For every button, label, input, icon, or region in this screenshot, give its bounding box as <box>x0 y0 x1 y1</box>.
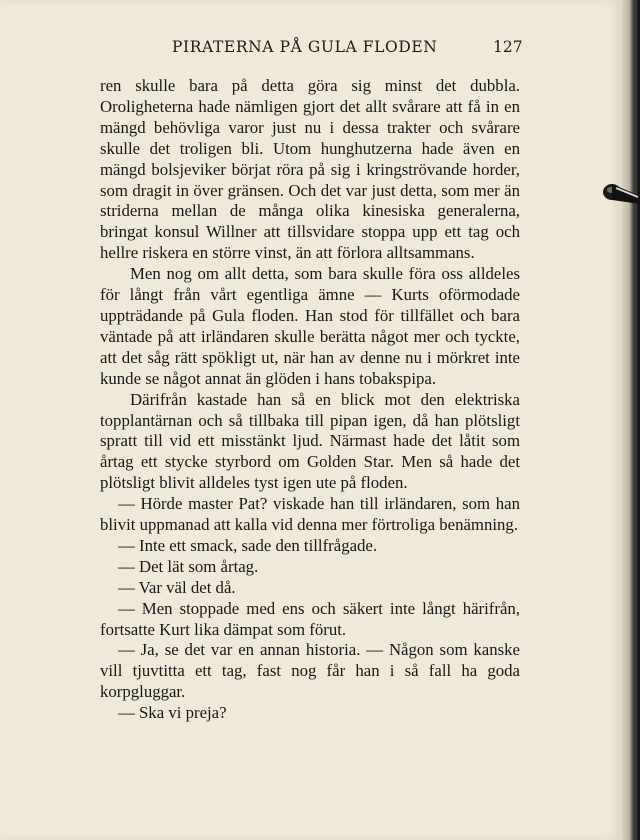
page-header <box>0 38 622 60</box>
paragraph: Men nog om allt detta, som bara skulle föra oss alldeles för långt från vårt egentliga ämne — Kurts oförmodade uppträdande på Gula floden. Han stod för tillfället och bara väntade på att irländaren skulle berätta något mer och tyckte, att det såg rätt spökligt ut, när han av denne nu i mörkret inte kunde se något annat än glöden i hans tobakspipa. <box>100 264 520 388</box>
paragraph: ren skulle bara på detta göra sig minst det dubbla. Oroligheterna hade nämligen gjort det allt svårare att få in en mängd behövliga varor just nu i dessa trakter och svårare skulle det troligen bli. Utom hunghutzerna hade även en mängd bolsjeviker börjat röra på sig i kringströvande horder, som dragit in över gränsen. Och det var just detta, som mer än striderna mellan de många olika kinesiska generalerna, bringat konsul Willner att tillsvidare stoppa upp ett tag och hellre riskera en större vinst, än att förlora alltsammans. <box>100 76 520 263</box>
pen-clip-icon <box>598 178 640 218</box>
dialogue-line: — Men stoppade med ens och säkert inte långt härifrån, fortsatte Kurt lika dämpat som förut. <box>100 598 520 639</box>
body-text <box>100 76 520 724</box>
dialogue-line: — Inte ett smack, sade den tillfrågade. <box>118 535 378 555</box>
dialogue-line: — Var väl det då. <box>118 577 236 597</box>
dialogue-line: — Ska vi preja? <box>118 703 227 723</box>
dialogue-line: — Ja, se det var en annan historia. — Någon som kanske vill tjuvtitta ett tag, fast nog får han i så fall ha goda korpgluggar. <box>100 640 520 702</box>
pen-clip-icon <box>598 178 640 218</box>
dialogue-line: — Hörde master Pat? viskade han till irländaren, som han blivit uppmanad att kalla vid denna mer förtroliga benämning. <box>100 494 520 535</box>
page-number: 127 <box>493 38 523 56</box>
running-head: PIRATERNA PÅ GULA FLODEN <box>172 38 438 56</box>
dialogue-line: — Det lät som årtag. <box>118 556 259 576</box>
book-binding-edge <box>622 0 640 840</box>
paragraph: Därifrån kastade han så en blick mot den elektriska topplantärnan och så tillbaka till pipan igen, då han plötsligt spratt till vid ett misstänkt ljud. Närmast hade det låtit som årtag ett stycke styrbord om Golden Star. Men så hade det plötsligt blivit alldeles tyst igen ute på floden. <box>100 389 520 493</box>
cover-edge <box>633 0 637 840</box>
